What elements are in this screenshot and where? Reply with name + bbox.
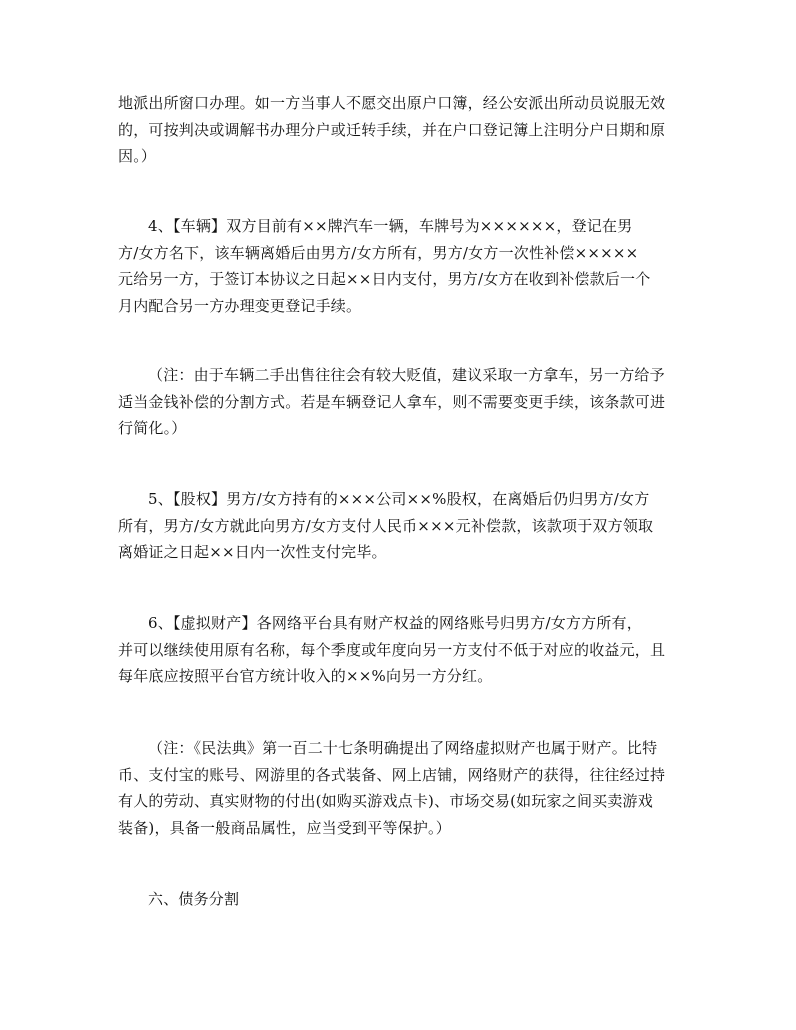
- text-line: 所有，男方/女方就此向男方/女方支付人民币×××元补偿款，该款项于双方领取: [118, 516, 654, 535]
- text-line: 月内配合另一方办理变更登记手续。: [118, 296, 362, 315]
- text-line: 6、【虚拟财产】各网络平台具有财产权益的网络账号归男方/女方方所有，: [148, 614, 642, 632]
- text-line: 并可以继续使用原有名称，每个季度或年度向另一方支付不低于对应的收益元，且: [118, 640, 666, 659]
- text-line: 离婚证之日起××日内一次性支付完毕。: [118, 543, 387, 561]
- text-line: 的，可按判决或调解书办理分户或迁转手续，并在户口登记簿上注明分户日期和原: [118, 120, 666, 139]
- section-heading-debt-division: [118, 886, 683, 913]
- text-line: 适当金钱补偿的分割方式。若是车辆登记人拿车，则不需要变更手续，该条款可进: [118, 392, 666, 411]
- text-line: 行简化。）: [118, 419, 187, 437]
- text-line: 装备)，具备一般商品属性，应当受到平等保护。）: [118, 818, 451, 837]
- text-line: （注：由于车辆二手出售往往会有较大贬值，建议采取一方拿车，另一方给予: [148, 366, 665, 384]
- paragraph-vehicle-note: [118, 362, 683, 442]
- text-line: 有人的劳动、真实财物的付出(如购买游戏点卡)、市场交易(如玩家之间买卖游戏: [118, 792, 653, 810]
- paragraph-virtual-property-note: [118, 735, 683, 841]
- text-line: 币、支付宝的账号、网游里的各式装备、网上店铺，网络财产的获得，往往经过持: [118, 765, 666, 784]
- paragraph-vehicle-clause: [118, 213, 683, 319]
- text-line: 因。）: [118, 147, 157, 165]
- text-line: 每年底应按照平台官方统计收入的××%向另一方分红。: [118, 667, 493, 685]
- text-line: （注：《民法典》第一百二十七条明确提出了网络虚拟财产也属于财产。比特: [148, 739, 658, 757]
- paragraph-virtual-property-clause: [118, 610, 683, 690]
- text-line: 4、【车辆】双方目前有××牌汽车一辆，车牌号为××××××，登记在男: [148, 217, 633, 235]
- text-line: 元给另一方，于签订本协议之日起××日内支付，男方/女方在收到补偿款后一个: [118, 270, 651, 288]
- section-heading: 六、债务分割: [148, 890, 240, 908]
- paragraph-equity-clause: [118, 486, 683, 566]
- text-line: 方/女方名下，该车辆离婚后由男方/女方所有，男方/女方一次性补偿×××××: [118, 243, 639, 262]
- text-line: 地派出所窗口办理。如一方当事人不愿交出原户口簿，经公安派出所动员说服无效: [118, 94, 666, 112]
- text-line: 5、【股权】男方/女方持有的×××公司××%股权，在离婚后仍归男方/女方: [148, 490, 650, 508]
- paragraph-household-registration-note: [118, 90, 683, 170]
